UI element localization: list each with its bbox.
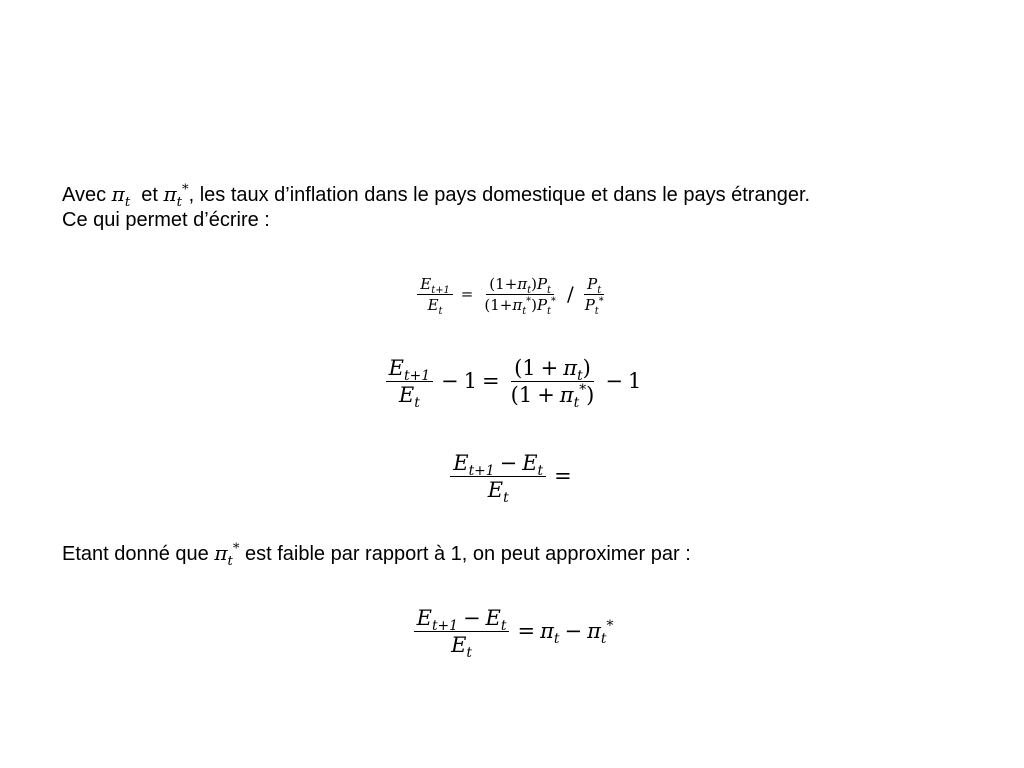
eq3-fraction: $\frac{E_{t+1} - E_t}{E_t}$ [450, 451, 546, 502]
eq1-equals: = [460, 285, 474, 303]
equation-4 [0, 596, 1024, 666]
eq1-rhs-fraction-1: $\frac{(1+\pi_t)P_t}{(1+\pi_t^*)P_t^*}$ [484, 274, 556, 317]
intro-et: et [141, 184, 158, 206]
approx-line [62, 541, 691, 567]
eq4-minus: − [564, 619, 583, 643]
eq4-pi-t-star: $\pi_t^*$ [587, 618, 614, 648]
eq1-slash: / [566, 282, 574, 306]
pi-t-symbol: $\pi_t$ [111, 182, 131, 210]
approx-prefix: Etant donné que [62, 543, 209, 565]
intro-line-2: Ce qui permet d’écrire : [62, 209, 270, 231]
intro-prefix: Avec [62, 184, 107, 206]
equation-3 [0, 442, 1024, 510]
eq2-one-1: 1 [463, 369, 477, 393]
eq2-minus-2: − [605, 369, 623, 393]
equation-1 [0, 268, 1024, 320]
eq2-one-2: 1 [627, 369, 642, 393]
eq2-minus-1: − [441, 369, 459, 393]
eq2-rhs-fraction: $\frac{(1 + \pi_t)}{(1 + \pi_t^*)}$ [510, 355, 595, 411]
eq4-pi-t: $\pi_t$ [540, 619, 560, 648]
intro-line [62, 182, 810, 208]
eq2-equals: = [482, 369, 500, 393]
eq4-fraction: $\frac{E_{t+1} - E_t}{E_t}$ [414, 606, 510, 657]
eq1-lhs-fraction: $\frac{E_{t+1}}{E_t}$ [417, 275, 452, 314]
pi-t-star-symbol-2: $\pi_t^*$ [214, 541, 240, 569]
eq3-equals: = [554, 464, 572, 488]
approx-suffix: est faible par rapport à 1, on peut approximer par : [244, 543, 691, 565]
equation-2 [0, 346, 1024, 416]
eq1-rhs-fraction-2: $\frac{P_t}{P_t^*}$ [584, 274, 604, 317]
pi-t-star-symbol: $\pi_t^*$ [163, 182, 189, 210]
eq4-equals: = [517, 619, 536, 643]
eq2-lhs-fraction: $\frac{E_{t+1}}{E_t}$ [386, 356, 433, 407]
intro-suffix: , les taux d’inflation dans le pays domestique et dans le pays étranger. [188, 184, 811, 206]
